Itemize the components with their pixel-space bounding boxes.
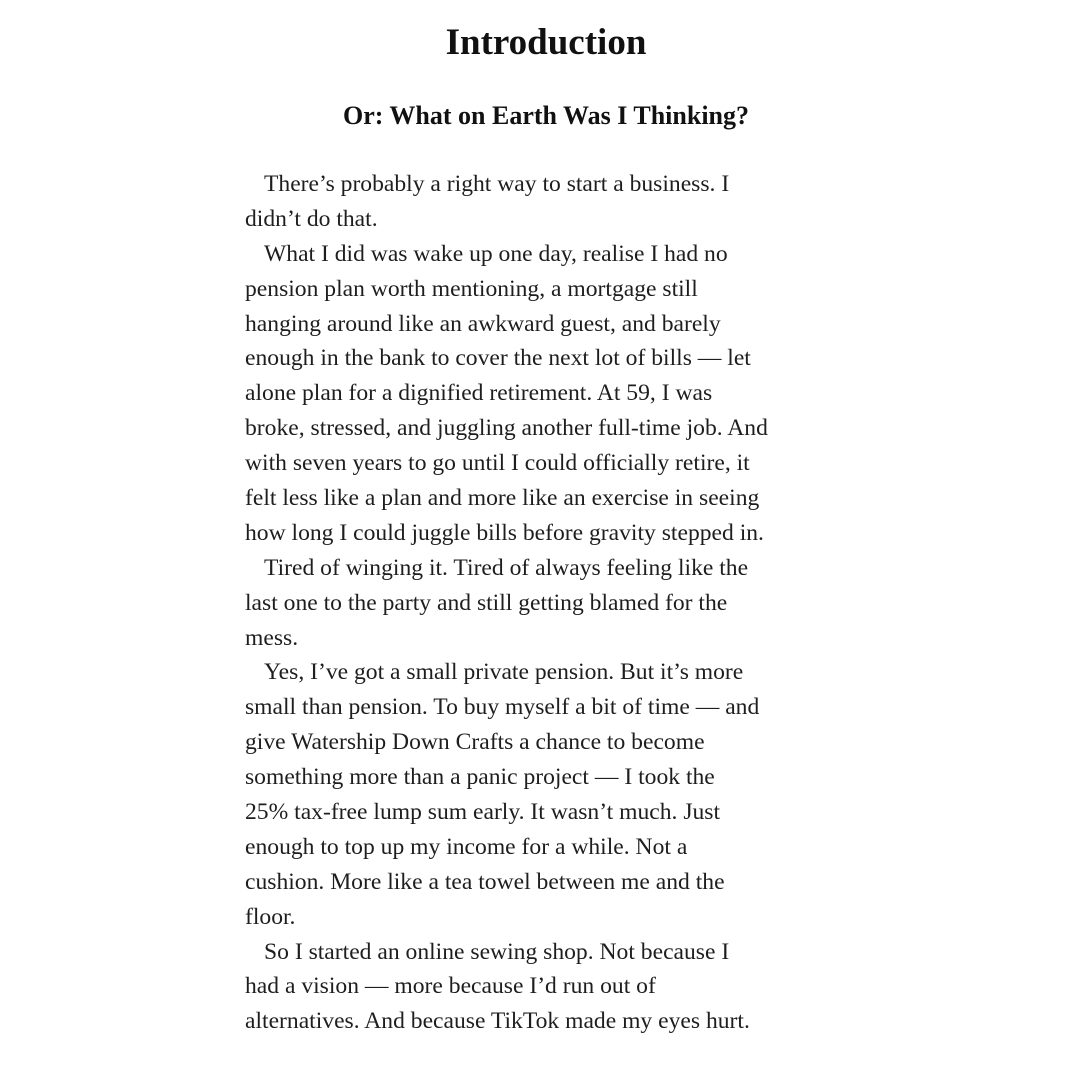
text-line: give Watership Down Crafts a chance to become <box>245 729 705 756</box>
text-line: felt less like a plan and more like an exercise in seeing <box>245 485 760 512</box>
text-line: 25% tax-free lump sum early. It wasn’t much. Just <box>245 799 721 826</box>
chapter-title: Introduction <box>445 22 647 63</box>
text-line: something more than a panic project — I took the <box>245 764 715 791</box>
text-line: how long I could juggle bills before gravity stepped in. <box>245 519 764 546</box>
text-line: broke, stressed, and juggling another full-time job. And <box>245 415 768 442</box>
text-line: enough to top up my income for a while. Not a <box>245 833 688 860</box>
text-line: enough in the bank to cover the next lot of bills — let <box>245 345 751 372</box>
text-line: Tired of winging it. Tired of always feeling like the <box>264 554 749 581</box>
body-text <box>245 167 835 1039</box>
text-line: pension plan worth mentioning, a mortgage still <box>245 275 698 302</box>
text-line: So I started an online sewing shop. Not because I <box>264 938 730 965</box>
text-line: didn’t do that. <box>245 205 378 232</box>
text-line: What I did was wake up one day, realise I had no <box>264 240 728 267</box>
text-line: There’s probably a right way to start a business. I <box>264 171 730 197</box>
text-line: alternatives. And because TikTok made my eyes hurt. <box>245 1008 750 1035</box>
text-line: floor. <box>245 903 296 930</box>
chapter-subtitle: Or: What on Earth Was I Thinking? <box>342 101 750 130</box>
text-line: mess. <box>245 624 299 651</box>
text-line: alone plan for a dignified retirement. At 59, I was <box>245 380 713 407</box>
text-line: Yes, I’ve got a small private pension. But it’s more <box>264 659 744 686</box>
text-line: hanging around like an awkward guest, and barely <box>245 310 721 337</box>
text-line: cushion. More like a tea towel between me and the <box>245 868 725 895</box>
text-line: had a vision — more because I’d run out of <box>245 973 656 1000</box>
text-line: last one to the party and still getting blamed for the <box>245 589 728 616</box>
text-line: small than pension. To buy myself a bit of time — and <box>245 694 760 721</box>
book-page <box>245 0 835 1080</box>
text-line: with seven years to go until I could officially retire, it <box>245 450 750 477</box>
